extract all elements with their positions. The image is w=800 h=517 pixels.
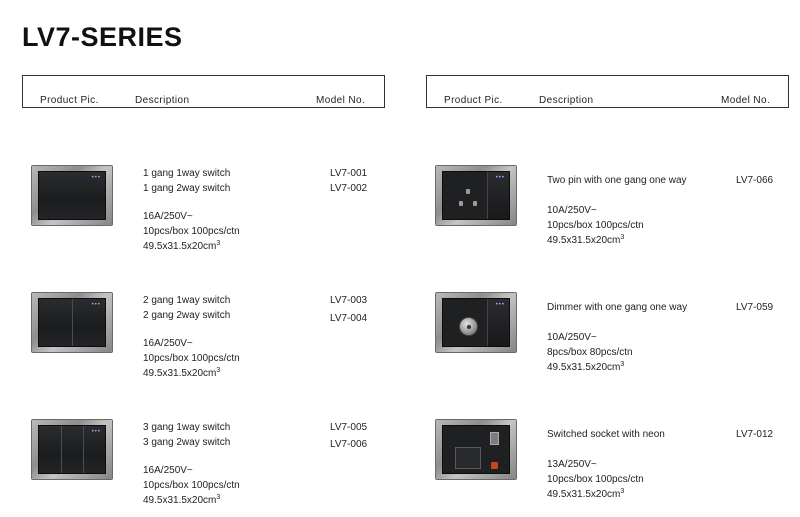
dimmer-knob-icon [459, 317, 478, 336]
neon-indicator-icon [491, 462, 498, 469]
indicator-led-icon: ••• [495, 175, 505, 181]
carton-size: $49.5x31.5x20cm^3$ [547, 488, 625, 500]
description-line: 1 gang 2way switch [143, 183, 231, 194]
header-product-pic: Product Pic. [444, 95, 503, 106]
header-description: Description [135, 95, 190, 106]
model-number: LV7-002 [330, 183, 368, 194]
header-product-pic: Product Pic. [40, 95, 99, 106]
indicator-led-icon: ••• [91, 302, 101, 308]
model-number: LV7-059 [736, 302, 774, 313]
header-model-no: Model No. [721, 95, 771, 106]
carton-size: $49.5x31.5x20cm^3$ [143, 367, 221, 379]
rating: 13A/250V~ [547, 459, 597, 470]
product-description: Dimmer with one gang one way [547, 302, 688, 313]
indicator-led-icon: ••• [495, 302, 505, 308]
product-image-switched-socket [436, 420, 516, 479]
model-number: LV7-003 [330, 295, 368, 306]
product-image-1-gang-switch [32, 166, 112, 225]
product-description [143, 293, 230, 323]
packing: 10pcs/box 100pcs/ctn [547, 474, 644, 485]
socket-switch-icon [490, 432, 499, 445]
description-line: 2 gang 2way switch [143, 310, 231, 321]
model-number: LV7-066 [736, 175, 774, 186]
rating: 10A/250V~ [547, 332, 597, 343]
rating: 10A/250V~ [547, 205, 597, 216]
product-specs [143, 336, 240, 382]
right-table-header [426, 75, 789, 108]
product-description: Two pin with one gang one way [547, 175, 687, 186]
packing: 10pcs/box 100pcs/ctn [143, 353, 240, 364]
rating: 16A/250V~ [143, 211, 193, 222]
product-image-dimmer [436, 293, 516, 352]
carton-size: $49.5x31.5x20cm^3$ [143, 240, 221, 252]
carton-size: $49.5x31.5x20cm^3$ [547, 361, 625, 373]
product-specs [547, 203, 644, 249]
product-image-two-pin-socket [436, 166, 516, 225]
indicator-led-icon: ••• [91, 429, 101, 435]
packing: 10pcs/box 100pcs/ctn [547, 220, 644, 231]
rating: 16A/250V~ [143, 338, 193, 349]
page-title: LV7-SERIES [22, 22, 183, 52]
product-description: Switched socket with neon [547, 429, 665, 440]
packing: 10pcs/box 100pcs/ctn [143, 226, 240, 237]
product-image-2-gang-switch [32, 293, 112, 352]
description-line: 2 gang 1way switch [143, 295, 231, 306]
header-description: Description [539, 95, 594, 106]
header-model-no: Model No. [316, 95, 366, 106]
packing: 10pcs/box 100pcs/ctn [143, 480, 240, 491]
description-line: 3 gang 1way switch [143, 422, 231, 433]
product-specs [547, 457, 644, 503]
indicator-led-icon: ••• [91, 175, 101, 181]
product-specs [143, 209, 240, 255]
description-line: 3 gang 2way switch [143, 437, 231, 448]
product-specs [547, 330, 633, 376]
model-number: LV7-004 [330, 313, 368, 324]
model-number: LV7-005 [330, 422, 368, 433]
rating: 16A/250V~ [143, 465, 193, 476]
carton-size: $49.5x31.5x20cm^3$ [547, 234, 625, 246]
packing: 8pcs/box 80pcs/ctn [547, 347, 633, 358]
model-number: LV7-001 [330, 168, 368, 179]
carton-size: $49.5x31.5x20cm^3$ [143, 494, 221, 506]
product-description [143, 166, 230, 196]
model-number: LV7-012 [736, 429, 774, 440]
product-description [143, 420, 230, 450]
product-image-3-gang-switch [32, 420, 112, 479]
description-line: 1 gang 1way switch [143, 168, 231, 179]
two-pin-socket-icon [459, 189, 477, 211]
left-table-header [22, 75, 385, 108]
product-specs [143, 463, 240, 509]
universal-socket-icon [455, 447, 481, 469]
model-number: LV7-006 [330, 439, 368, 450]
